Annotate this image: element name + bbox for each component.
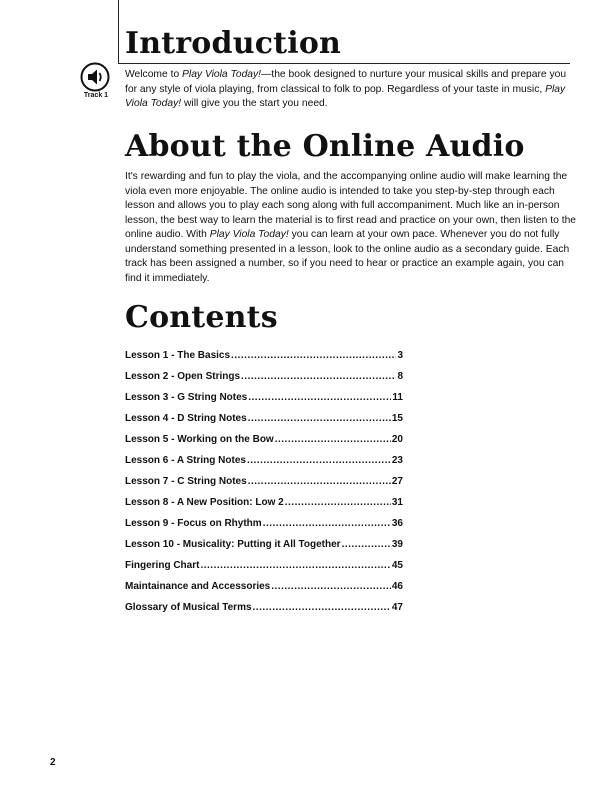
toc-dot-leader [248,392,391,403]
toc-entry-page: 27 [391,476,403,487]
toc-entry-title: Lesson 4 - D String Notes [125,413,247,424]
toc-entry-page: 47 [391,602,403,613]
toc-entry-page: 46 [391,581,403,592]
toc-entry[interactable] [125,434,403,455]
page-number: 2 [50,757,56,768]
toc-entry-title: Maintainance and Accessories [125,581,271,592]
header-rule-horizontal [118,63,570,64]
toc-dot-leader [275,434,391,445]
toc-entry-page: 23 [391,455,403,466]
toc-dot-leader [247,455,391,466]
toc-dot-leader [248,413,391,424]
toc-entry[interactable] [125,413,403,434]
toc-entry-page: 3 [397,350,403,361]
introduction-heading: Introduction [125,26,342,61]
toc-entry-title: Lesson 8 - A New Position: Low 2 [125,497,284,508]
toc-entry[interactable] [125,518,403,539]
toc-dot-leader [248,476,391,487]
online-audio-paragraph [125,170,577,286]
toc-entry-page: 39 [391,539,403,550]
toc-entry-page: 20 [391,434,403,445]
toc-dot-leader [263,518,391,529]
toc-entry[interactable] [125,392,403,413]
toc-dot-leader [231,350,396,361]
audio-text-2: you can learn at your own pace. Whenever you do not fully understand something presented in a lesson, look to the online audio as a secondary guide. Each track has been assigned a number, so if you need to hear or practice an example again, you can find it immediately. [125,229,570,284]
toc-entry-title: Glossary of Musical Terms [125,602,252,613]
toc-entry-page: 31 [391,497,403,508]
toc-entry-title: Fingering Chart [125,560,200,571]
speaker-icon[interactable] [80,62,110,92]
toc-entry-page: 45 [391,560,403,571]
toc-entry[interactable] [125,539,403,560]
toc-entry-title: Lesson 1 - The Basics [125,350,231,361]
toc-dot-leader [285,497,391,508]
toc-entry-title: Lesson 7 - C String Notes [125,476,247,487]
toc-entry-title: Lesson 2 - Open Strings [125,371,241,382]
toc-entry[interactable] [125,581,403,602]
toc-dot-leader [200,560,390,571]
intro-text-2: —the book designed to nurture your musical skills and prepare you for any style of viola playing, from classical to folk to pop. Regardless of your taste in music, [125,69,567,95]
online-audio-heading: About the Online Audio [125,129,525,164]
toc-entry[interactable] [125,560,403,581]
intro-text-1: Welcome to [125,69,183,80]
toc-entry-title: Lesson 10 - Musicality: Putting it All Together [125,539,341,550]
toc-entry[interactable] [125,455,403,476]
toc-entry[interactable] [125,476,403,497]
toc-dot-leader [253,602,391,613]
toc-entry[interactable] [125,371,403,392]
toc-entry[interactable] [125,602,403,623]
intro-book-title-2: Play Viola Today! [125,83,566,109]
toc-entry-page: 8 [397,371,403,382]
intro-text-3: will give you the start you need. [181,98,328,109]
toc-entry-title: Lesson 5 - Working on the Bow [125,434,274,445]
toc-entry-page: 15 [391,413,403,424]
toc-dot-leader [271,581,391,592]
toc-dot-leader [342,539,391,550]
track-label: Track 1 [83,92,109,99]
intro-book-title: Play Viola Today! [182,69,262,80]
toc-entry[interactable] [125,350,403,371]
toc-entry-page: 36 [391,518,403,529]
toc-entry-title: Lesson 9 - Focus on Rhythm [125,518,262,529]
toc-entry[interactable] [125,497,403,518]
header-rule-vertical [118,0,119,64]
contents-heading: Contents [125,300,278,335]
introduction-paragraph [125,68,577,112]
speaker-icon-graphic [80,62,110,92]
audio-text-1: It's rewarding and fun to play the viola, and the accompanying online audio will make learning the viola even more enjoyable. The online audio is intended to take you step-by-step through each lesson and allows you to play each song along with full accompaniment. Much like an in-person lesson, the best way to learn the material is to first read and practice on your own, then listen to the online audio. With [125,171,577,240]
toc-dot-leader [241,371,396,382]
audio-book-title: Play Viola Today! [209,229,289,240]
toc-entry-title: Lesson 3 - G String Notes [125,392,248,403]
toc-entry-title: Lesson 6 - A String Notes [125,455,246,466]
table-of-contents [125,350,403,623]
toc-entry-page: 11 [392,392,403,403]
